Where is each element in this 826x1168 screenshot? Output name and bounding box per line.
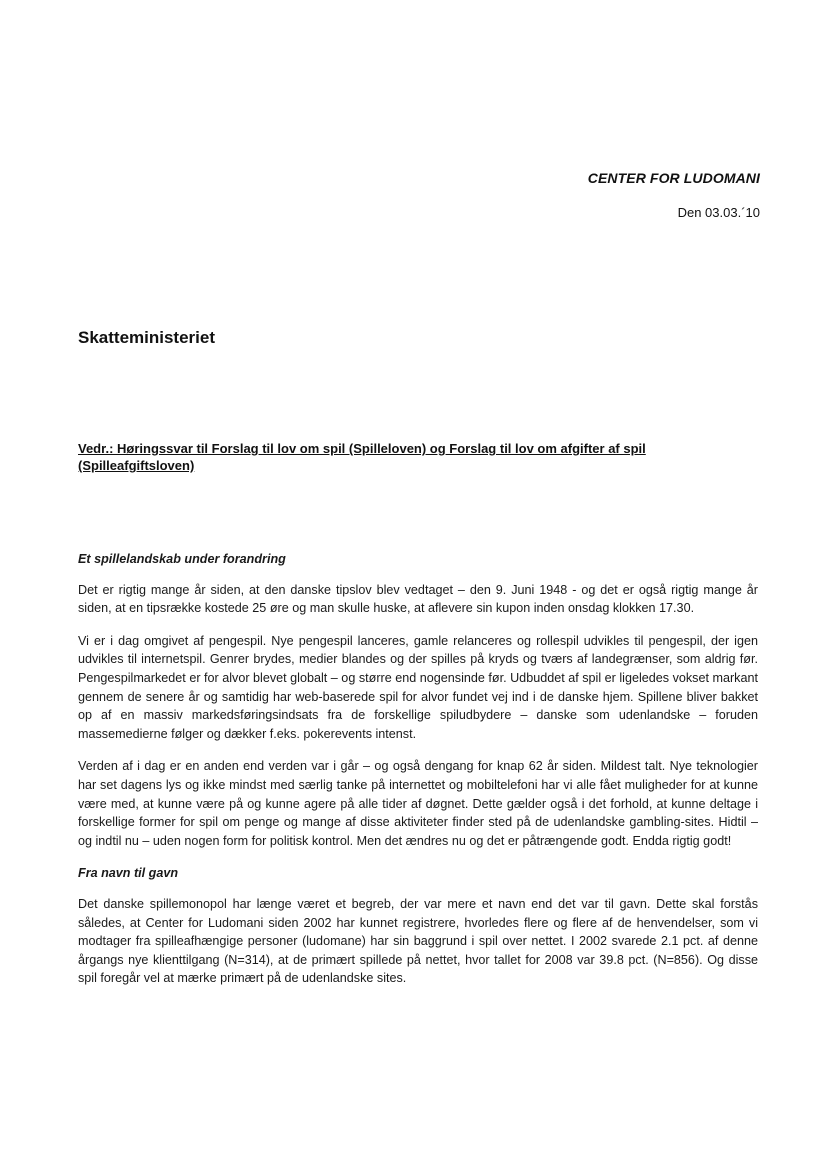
subject-line: Vedr.: Høringssvar til Forslag til lov om spil (Spilleloven) og Forslag til lov om afgifter af spil (Spilleafgiftsloven) [78, 441, 646, 473]
letter-date: Den 03.03.´10 [677, 205, 760, 220]
section-heading: Et spillelandskab under forandring [78, 552, 286, 566]
body-paragraph: Verden af i dag er en anden end verden var i går – og også dengang for knap 62 år siden. Mildest talt. Nye teknologier har set dagens lys og ikke mindst med særlig tanke på internettet og mobiltelefoni har vi alle fået muligheder for at kunne være med, at kunne være på og kunne agere på alle tider af døgnet. Dette gælder også i det forhold, at kunne deltage i forskellige former for spil om penge og mange af disse aktiviteter finder sted på de udenlandske gambling-sites. Hidtil – og indtil nu – uden nogen form for politisk kontrol. Men det ændres nu og det er påtrængende godt. Endda rigtig godt! [78, 759, 758, 848]
section-heading: Fra navn til gavn [78, 866, 179, 881]
recipient-name: Skatteministeriet [78, 328, 215, 347]
body-paragraph: Vi er i dag omgivet af pengespil. Nye pengespil lanceres, gamle relanceres og rollespil udvikles til pengespil, der igen udvikles til internetspil. Genrer brydes, medier blandes og der spilles på kryds og tværs af landegrænser, som aldrig før. Pengespilmarkedet er for alvor blevet globalt – og større end nogensinde før. Udbuddet af spil er ligeledes vokset markant gennem de senere år og samtidig har web-baserede spil for alvor fundet vej ind i de danske hjem. Spillene bliver bakket op af en massiv markedsføringsindsats fra de forskellige spiludbydere – danske som udenlandske – foruden massemedierne følger og dækker f.eks. pokerevents intenst. [78, 633, 758, 741]
body-paragraph: Det er rigtig mange år siden, at den danske tipslov blev vedtaget – den 9. Juni 1948 - og det er også rigtig mange år siden, at en tipsrække kostede 25 øre og man skulle huske, at aflevere sin kupon inden onsdag klokken 17.30. [78, 582, 758, 616]
body-paragraph: Det danske spillemonopol har længe været et begreb, der var mere et navn end det var til gavn. Dette skal forstås således, at Center for Ludomani siden 2002 har kunnet registrere, hvorledes flere og flere af de henvendelser, som vi modtager fra spilleafhængige personer (ludomane) har sin baggrund i spil over nettet. I 2002 svarede 2.1 pct. af denne årgangs nye klienttilgang (N=314), at de primært spillede på nettet, hvor tallet for 2008 var 39.8 pct. (N=856). Og disse spil foregår vel at mærke primært på de udenlandske sites. [78, 896, 758, 986]
sender-name: CENTER FOR LUDOMANI [587, 170, 760, 186]
letter-body [78, 550, 758, 1002]
